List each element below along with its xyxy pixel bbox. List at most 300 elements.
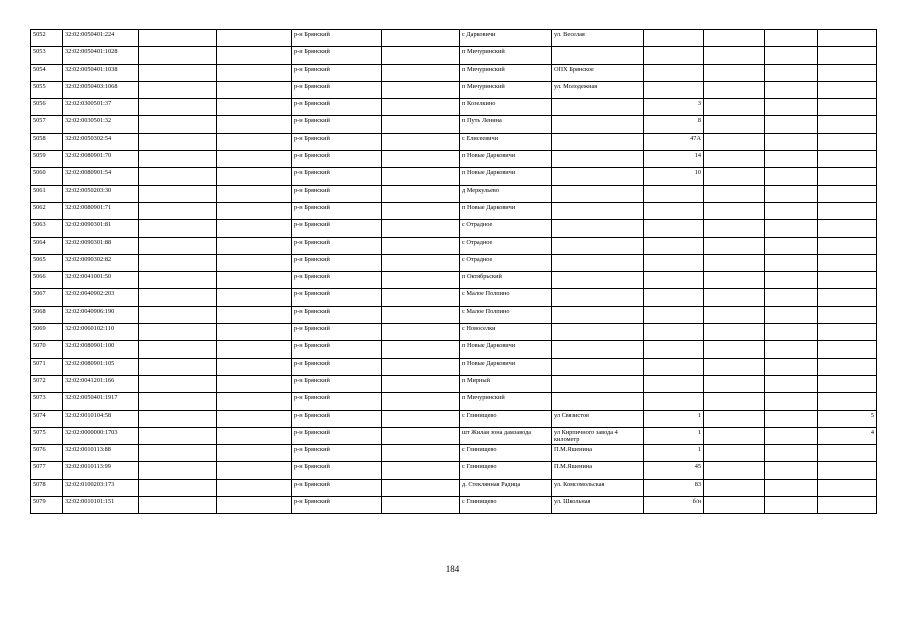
house-number-cell: 45 [644,462,704,479]
district-cell: р-н Брянский [292,375,382,392]
row-number-cell: 5060 [31,168,63,185]
locality-cell: с Глинищево [460,497,552,514]
table-row [31,151,877,168]
row-number-cell: 5075 [31,427,63,444]
district-cell: р-н Брянский [292,445,382,462]
cadastral-number-cell: 32:02:0050403:1068 [63,81,139,98]
locality-cell: п Новые Дарковичи [460,168,552,185]
house-number-cell: 10 [644,168,704,185]
locality-cell: с Глинищево [460,462,552,479]
col3-cell [139,410,217,427]
register-table [30,29,877,514]
col6-cell [382,497,460,514]
row-number-cell: 5058 [31,133,63,150]
col6-cell [382,272,460,289]
col12-cell [818,30,877,47]
street-cell: ул. Школьная [552,497,644,514]
col3-cell [139,185,217,202]
col3-cell [139,254,217,271]
page-number: 184 [445,564,460,574]
cadastral-number-cell: 32:02:0050401:224 [63,30,139,47]
col3-cell [139,30,217,47]
col12-cell [818,99,877,116]
cadastral-number-cell: 32:02:0010113:88 [63,445,139,462]
row-number-cell: 5070 [31,341,63,358]
row-number-cell: 5077 [31,462,63,479]
col12-cell [818,462,877,479]
cadastral-number-cell: 32:02:0050401:1917 [63,393,139,410]
col6-cell [382,427,460,444]
district-cell: р-н Брянский [292,81,382,98]
col10-cell [704,168,765,185]
col10-cell [704,445,765,462]
col11-cell [765,237,818,254]
house-number-cell: 1 [644,410,704,427]
col12-cell [818,151,877,168]
house-number-cell [644,47,704,64]
locality-cell: д Меркульево [460,185,552,202]
col11-cell [765,497,818,514]
row-number-cell: 5056 [31,99,63,116]
street-cell [552,99,644,116]
locality-cell: д. Стеклянная Радица [460,479,552,496]
col12-cell [818,497,877,514]
street-cell [552,202,644,219]
col4-cell [217,462,292,479]
col4-cell [217,358,292,375]
col6-cell [382,116,460,133]
street-cell: ул. Веселая [552,30,644,47]
locality-cell: п Октябрьский [460,272,552,289]
col4-cell [217,64,292,81]
table-row [31,427,877,444]
row-number-cell: 5072 [31,375,63,392]
col12-cell [818,375,877,392]
table-row [31,462,877,479]
col3-cell [139,116,217,133]
col4-cell [217,393,292,410]
col4-cell [217,47,292,64]
row-number-cell: 5064 [31,237,63,254]
col3-cell [139,168,217,185]
row-number-cell: 5068 [31,306,63,323]
col4-cell [217,375,292,392]
col6-cell [382,254,460,271]
col12-cell [818,272,877,289]
row-number-cell: 5066 [31,272,63,289]
street-cell: П.М.Яшенина [552,462,644,479]
col3-cell [139,358,217,375]
house-number-cell [644,393,704,410]
col12-cell [818,81,877,98]
col3-cell [139,151,217,168]
district-cell: р-н Брянский [292,393,382,410]
table-row [31,497,877,514]
cadastral-number-cell: 32:02:0100203:173 [63,479,139,496]
house-number-cell [644,324,704,341]
col3-cell [139,341,217,358]
house-number-cell: 83 [644,479,704,496]
col4-cell [217,341,292,358]
cadastral-number-cell: 32:02:0090302:82 [63,254,139,271]
row-number-cell: 5063 [31,220,63,237]
table-row [31,202,877,219]
col11-cell [765,445,818,462]
col11-cell [765,410,818,427]
cadastral-number-cell: 32:02:0010113:99 [63,462,139,479]
street-cell: ул. Молодежная [552,81,644,98]
street-cell [552,254,644,271]
locality-cell: п Козелкино [460,99,552,116]
locality-cell: с Отрадное [460,237,552,254]
table-row [31,168,877,185]
col6-cell [382,289,460,306]
cadastral-number-cell: 32:02:0010104:58 [63,410,139,427]
locality-cell: с Отрадное [460,254,552,271]
street-cell [552,116,644,133]
locality-cell: п Мичуринский [460,47,552,64]
col10-cell [704,81,765,98]
street-cell [552,306,644,323]
col11-cell [765,358,818,375]
col12-cell [818,341,877,358]
district-cell: р-н Брянский [292,341,382,358]
table-row [31,254,877,271]
cadastral-number-cell: 32:02:0041001:50 [63,272,139,289]
street-cell [552,168,644,185]
col12-cell [818,254,877,271]
cadastral-number-cell: 32:02:0030501:32 [63,116,139,133]
house-number-cell [644,220,704,237]
district-cell: р-н Брянский [292,427,382,444]
locality-cell: с Елисеевичи [460,133,552,150]
street-cell [552,341,644,358]
cadastral-number-cell: 32:02:0050401:1028 [63,47,139,64]
locality-cell: с Отрадное [460,220,552,237]
col4-cell [217,81,292,98]
row-number-cell: 5052 [31,30,63,47]
locality-cell: п Новые Дарковичи [460,202,552,219]
col4-cell [217,237,292,254]
cadastral-number-cell: 32:02:0300501:37 [63,99,139,116]
cadastral-number-cell: 32:02:0090301:81 [63,220,139,237]
cadastral-number-cell: 32:02:0080901:71 [63,202,139,219]
col3-cell [139,272,217,289]
col6-cell [382,30,460,47]
col10-cell [704,375,765,392]
col10-cell [704,47,765,64]
cadastral-number-cell: 32:02:0080901:100 [63,341,139,358]
col3-cell [139,497,217,514]
col11-cell [765,81,818,98]
col6-cell [382,99,460,116]
col6-cell [382,202,460,219]
col12-cell [818,306,877,323]
row-number-cell: 5078 [31,479,63,496]
district-cell: р-н Брянский [292,237,382,254]
col6-cell [382,324,460,341]
col4-cell [217,497,292,514]
row-number-cell: 5067 [31,289,63,306]
cadastral-number-cell: 32:02:0080901:54 [63,168,139,185]
house-number-cell [644,375,704,392]
cadastral-number-cell: 32:02:0080901:105 [63,358,139,375]
row-number-cell: 5071 [31,358,63,375]
col10-cell [704,306,765,323]
locality-cell: с Глинищево [460,410,552,427]
col10-cell [704,202,765,219]
col11-cell [765,427,818,444]
col4-cell [217,133,292,150]
house-number-cell: 1 [644,427,704,444]
col6-cell [382,168,460,185]
col11-cell [765,30,818,47]
district-cell: р-н Брянский [292,168,382,185]
district-cell: р-н Брянский [292,30,382,47]
col10-cell [704,462,765,479]
table-row [31,410,877,427]
table-row [31,272,877,289]
table-row [31,324,877,341]
street-cell [552,324,644,341]
col11-cell [765,289,818,306]
district-cell: р-н Брянский [292,410,382,427]
cadastral-number-cell: 32:02:0090301:88 [63,237,139,254]
table-row [31,81,877,98]
col6-cell [382,410,460,427]
house-number-cell: 47А [644,133,704,150]
col6-cell [382,358,460,375]
col3-cell [139,81,217,98]
street-cell [552,185,644,202]
col12-cell: 4 [818,427,877,444]
district-cell: р-н Брянский [292,151,382,168]
house-number-cell [644,254,704,271]
col4-cell [217,202,292,219]
col10-cell [704,324,765,341]
house-number-cell [644,289,704,306]
col12-cell [818,202,877,219]
col6-cell [382,220,460,237]
table-row [31,358,877,375]
col10-cell [704,497,765,514]
col4-cell [217,185,292,202]
col3-cell [139,47,217,64]
col6-cell [382,306,460,323]
street-cell: ОПХ Брянское [552,64,644,81]
district-cell: р-н Брянский [292,185,382,202]
col11-cell [765,185,818,202]
table-row [31,306,877,323]
col12-cell [818,324,877,341]
row-number-cell: 5059 [31,151,63,168]
col11-cell [765,202,818,219]
district-cell: р-н Брянский [292,497,382,514]
street-cell: ул. Комсомольская [552,479,644,496]
col3-cell [139,393,217,410]
col10-cell [704,237,765,254]
col3-cell [139,64,217,81]
col10-cell [704,151,765,168]
col12-cell [818,237,877,254]
col6-cell [382,341,460,358]
district-cell: р-н Брянский [292,324,382,341]
col6-cell [382,462,460,479]
col10-cell [704,358,765,375]
locality-cell: п Путь Ленина [460,116,552,133]
locality-cell: п Новые Дарковичи [460,358,552,375]
col4-cell [217,427,292,444]
col11-cell [765,341,818,358]
house-number-cell [644,202,704,219]
row-number-cell: 5074 [31,410,63,427]
col10-cell [704,220,765,237]
locality-cell: с Глинищево [460,445,552,462]
col11-cell [765,116,818,133]
street-cell [552,151,644,168]
locality-cell: с Малое Полпино [460,289,552,306]
house-number-cell: б/н [644,497,704,514]
house-number-cell [644,237,704,254]
row-number-cell: 5062 [31,202,63,219]
street-cell [552,133,644,150]
col12-cell [818,133,877,150]
col3-cell [139,462,217,479]
locality-cell: п Мичуринский [460,81,552,98]
house-number-cell [644,341,704,358]
house-number-cell [644,358,704,375]
district-cell: р-н Брянский [292,133,382,150]
col10-cell [704,30,765,47]
district-cell: р-н Брянский [292,272,382,289]
house-number-cell: 8 [644,116,704,133]
street-cell: ул Кирпичного завода 4 километр [552,427,644,444]
col10-cell [704,254,765,271]
col6-cell [382,375,460,392]
district-cell: р-н Брянский [292,479,382,496]
district-cell: р-н Брянский [292,289,382,306]
col3-cell [139,445,217,462]
table-row [31,445,877,462]
col12-cell [818,445,877,462]
col12-cell [818,358,877,375]
cadastral-number-cell: 32:02:0080901:70 [63,151,139,168]
street-cell [552,375,644,392]
register-table-body [31,30,877,514]
col12-cell [818,289,877,306]
cadastral-number-cell: 32:02:0050302:54 [63,133,139,150]
col12-cell: 5 [818,410,877,427]
col4-cell [217,410,292,427]
locality-cell: п Новые Дарковичи [460,341,552,358]
table-row [31,30,877,47]
col11-cell [765,47,818,64]
col6-cell [382,237,460,254]
col6-cell [382,64,460,81]
cadastral-number-cell: 32:02:0041201:166 [63,375,139,392]
district-cell: р-н Брянский [292,254,382,271]
col12-cell [818,479,877,496]
row-number-cell: 5079 [31,497,63,514]
col11-cell [765,375,818,392]
row-number-cell: 5053 [31,47,63,64]
col6-cell [382,185,460,202]
street-cell [552,237,644,254]
street-cell [552,47,644,64]
table-row [31,220,877,237]
col10-cell [704,272,765,289]
col12-cell [818,220,877,237]
district-cell: р-н Брянский [292,358,382,375]
table-row [31,185,877,202]
house-number-cell [644,306,704,323]
locality-cell: п Мирный [460,375,552,392]
row-number-cell: 5069 [31,324,63,341]
col3-cell [139,133,217,150]
table-row [31,289,877,306]
col12-cell [818,185,877,202]
col10-cell [704,64,765,81]
col6-cell [382,151,460,168]
col4-cell [217,479,292,496]
col11-cell [765,479,818,496]
col12-cell [818,393,877,410]
col10-cell [704,185,765,202]
col10-cell [704,289,765,306]
street-cell [552,289,644,306]
table-row [31,375,877,392]
district-cell: р-н Брянский [292,202,382,219]
col4-cell [217,254,292,271]
street-cell [552,220,644,237]
street-cell [552,358,644,375]
table-row [31,341,877,358]
col11-cell [765,306,818,323]
street-cell: ул Связистов [552,410,644,427]
col12-cell [818,47,877,64]
table-row [31,133,877,150]
col11-cell [765,393,818,410]
locality-cell: с Малое Полпино [460,306,552,323]
col10-cell [704,393,765,410]
row-number-cell: 5065 [31,254,63,271]
col11-cell [765,151,818,168]
col6-cell [382,47,460,64]
col10-cell [704,427,765,444]
col4-cell [217,272,292,289]
cadastral-number-cell: 32:02:0060102:110 [63,324,139,341]
table-row [31,393,877,410]
col10-cell [704,479,765,496]
col11-cell [765,64,818,81]
house-number-cell [644,185,704,202]
table-row [31,479,877,496]
col11-cell [765,168,818,185]
col11-cell [765,462,818,479]
col11-cell [765,99,818,116]
col11-cell [765,324,818,341]
house-number-cell [644,272,704,289]
locality-cell: п Мичуринский [460,393,552,410]
col12-cell [818,64,877,81]
district-cell: р-н Брянский [292,220,382,237]
col4-cell [217,445,292,462]
col11-cell [765,220,818,237]
row-number-cell: 5055 [31,81,63,98]
cadastral-number-cell: 32:02:0050401:1038 [63,64,139,81]
col12-cell [818,116,877,133]
row-number-cell: 5057 [31,116,63,133]
